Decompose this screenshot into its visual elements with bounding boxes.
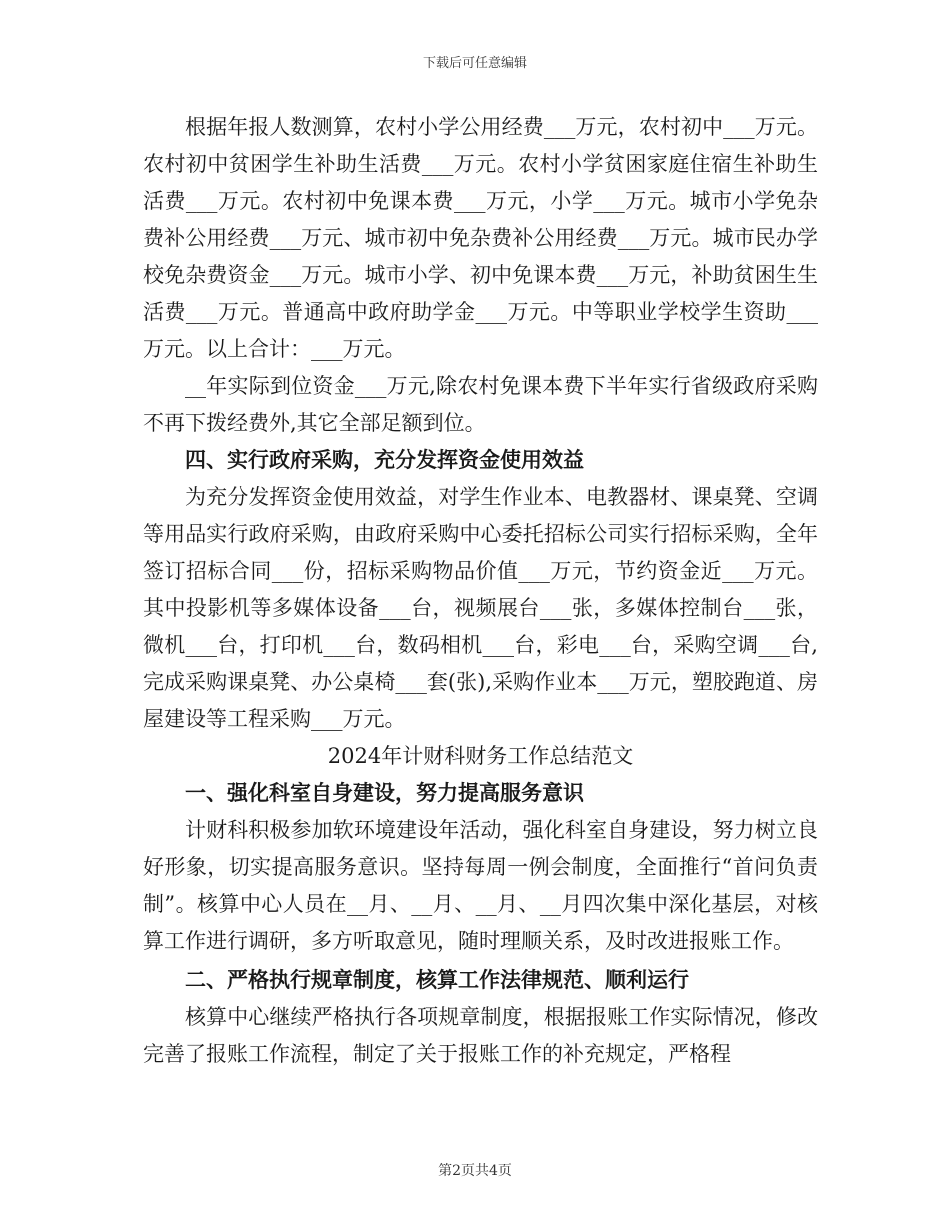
- section-heading-regulations: 二、严格执行规章制度，核算工作法律规范、顺利运行: [185, 968, 689, 992]
- document-body: [143, 109, 818, 1073]
- section-heading-office-building: 一、强化科室自身建设，努力提高服务意识: [185, 781, 584, 805]
- page-footer: 第2页共4页: [438, 1163, 512, 1179]
- paragraph-actual-funding: __年实际到位资金___万元,除农村免课本费下半年实行省级政府采购不再下拨经费外,其它全部足额到位。: [143, 374, 818, 435]
- paragraph-office-building: 计财科积极参加软环境建设年活动，强化科室自身建设，努力树立良好形象，切实提高服务意识。坚持每周一例会制度，全面推行“首问负责制”。核算中心人员在__月、__月、__月、__月四次集中深化基层，对核算工作进行调研，多方听取意见，随时理顺关系，及时改进报账工作。: [143, 818, 818, 953]
- paragraph-procurement: 为充分发挥资金使用效益，对学生作业本、电教器材、课桌凳、空调等用品实行政府采购，由政府采购中心委托招标公司实行招标采购，全年签订招标合同___份，招标采购物品价值___万元，节约资金近___万元。其中投影机等多媒体设备___台，视频展台___张，多媒体控制台___张，微机___台，打印机___台，数码相机___台，彩电___台，采购空调___台,完成采购课桌凳、办公桌椅___套(张),采购作业本___万元，塑胶跑道、房屋建设等工程采购___万元。: [143, 485, 818, 731]
- paragraph-regulations: 核算中心继续严格执行各项规章制度，根据报账工作实际情况，修改完善了报账工作流程，制定了关于报账工作的补充规定，严格程: [143, 1005, 818, 1066]
- document-title: 2024年计财科财务工作总结范文: [327, 744, 634, 768]
- page-header: 下载后可任意编辑: [422, 56, 527, 71]
- section-heading-procurement: 四、实行政府采购，充分发挥资金使用效益: [185, 448, 584, 472]
- paragraph-funding-estimates: 根据年报人数测算，农村小学公用经费___万元，农村初中___万元。农村初中贫困学生补助生活费___万元。农村小学贫困家庭住宿生补助生活费___万元。农村初中免课本费___万元，小学___万元。城市小学免杂费补公用经费___万元、城市初中免杂费补公用经费___万元。城市民办学校免杂费资金___万元。城市小学、初中免课本费___万元，补助贫困生生活费___万元。普通高中政府助学金___万元。中等职业学校学生资助___万元。以上合计：___万元。: [143, 115, 818, 361]
